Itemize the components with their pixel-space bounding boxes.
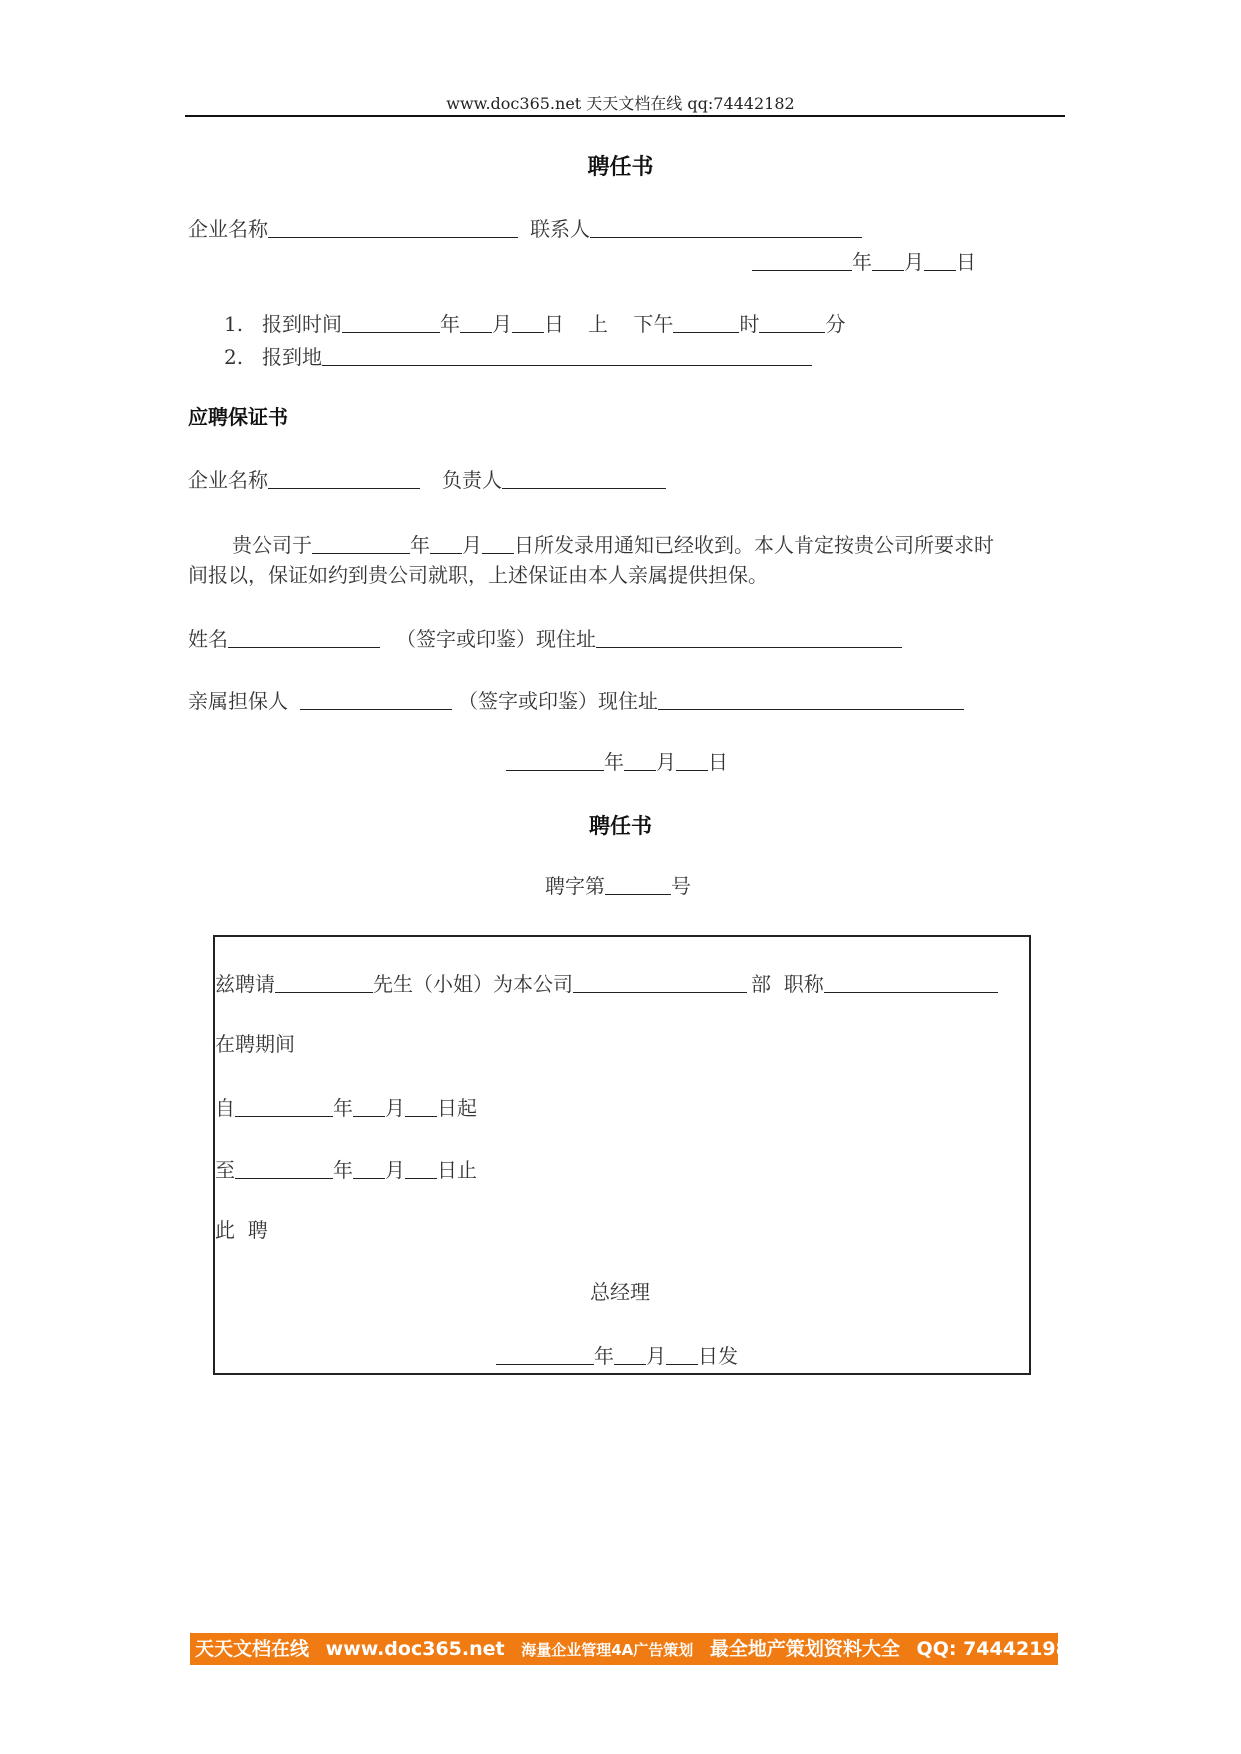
year-label: 年	[440, 312, 460, 336]
name-address-row	[188, 625, 902, 651]
guarantor-address-blank	[658, 687, 964, 710]
month-label: 月	[462, 533, 482, 557]
day-blank	[676, 748, 708, 771]
issue-year-blank	[496, 1342, 594, 1365]
hour-label: 时	[739, 312, 760, 336]
name-label: 姓名	[188, 627, 228, 651]
to-label: 至	[215, 1158, 235, 1182]
responsible-label: 负责人	[442, 468, 502, 492]
department-title-label: 部 职称	[751, 972, 824, 996]
report-place-blank	[322, 343, 812, 366]
month-label: 月	[656, 750, 676, 774]
report-time-label: 报到时间	[262, 312, 342, 336]
to-year-blank	[235, 1156, 333, 1179]
year-label: 年	[410, 533, 430, 557]
footer-banner[interactable]	[190, 1633, 1083, 1665]
from-month-blank	[353, 1094, 385, 1117]
appointment-title: 聘任书	[589, 814, 652, 838]
header-divider	[185, 115, 1065, 117]
to-month-blank	[353, 1156, 385, 1179]
issue-date-row	[496, 1342, 738, 1368]
guarantee-title: 应聘保证书	[188, 405, 288, 429]
company-name-label: 企业名称	[188, 468, 268, 492]
from-day-blank	[405, 1094, 437, 1117]
year-label: 年	[333, 1158, 353, 1182]
para-suffix: 日所发录用通知已经收到。本人肯定按贵公司所要求时	[514, 533, 994, 557]
hour-blank	[673, 310, 739, 333]
job-title-blank	[824, 970, 998, 993]
contact-blank	[590, 215, 862, 238]
address-blank	[596, 625, 902, 648]
month-blank	[624, 748, 656, 771]
from-date-row	[215, 1094, 477, 1120]
issue-month-blank	[614, 1342, 646, 1365]
report-time-row	[224, 310, 845, 336]
footer-slogan-1: 海量企业管理4A广告策划	[521, 1641, 694, 1659]
sign-address-label: （签字或印鉴）现住址	[396, 627, 596, 651]
footer-qq: QQ: 744421982	[916, 1638, 1083, 1660]
appointment-number-row	[545, 872, 691, 898]
name-blank	[228, 625, 380, 648]
date-row-1	[752, 248, 976, 274]
footer-brand: 天天文档在线	[195, 1638, 310, 1660]
day-label: 日	[708, 750, 728, 774]
month-label: 月	[904, 250, 924, 274]
appointment-box	[213, 935, 1031, 1375]
company-responsible-row	[188, 466, 666, 492]
guarantee-paragraph-line1	[232, 531, 994, 557]
company-contact-row	[188, 215, 862, 241]
appointment-number-blank	[605, 872, 671, 895]
to-day-blank	[405, 1156, 437, 1179]
guarantee-paragraph-line2: 间报以，保证如约到贵公司就职，上述保证由本人亲属提供担保。	[188, 563, 768, 587]
footer-url[interactable]: www.doc365.net	[325, 1638, 505, 1660]
report-place-row	[224, 343, 812, 369]
from-year-blank	[235, 1094, 333, 1117]
appointee-name-blank	[275, 970, 373, 993]
sign-address-label: （签字或印鉴）现住址	[458, 689, 658, 713]
report-place-label: 报到地	[262, 345, 322, 369]
year-label: 年	[333, 1096, 353, 1120]
to-date-row	[215, 1156, 477, 1182]
from-label: 自	[215, 1096, 235, 1120]
hereby-label: 此 聘	[215, 1218, 268, 1242]
item-number-1: 1.	[224, 312, 244, 336]
notice-day-blank	[482, 531, 514, 554]
guarantor-row	[188, 687, 964, 713]
document-title: 聘任书	[587, 155, 654, 180]
month-label: 月	[385, 1158, 405, 1182]
year-blank	[752, 248, 852, 271]
report-day-blank	[512, 310, 544, 333]
para-prefix: 贵公司于	[232, 533, 312, 557]
month-blank	[872, 248, 904, 271]
guarantor-blank	[300, 687, 452, 710]
appoint-middle: 先生（小姐）为本公司	[373, 972, 573, 996]
company-name-label: 企业名称	[188, 217, 268, 241]
notice-month-blank	[430, 531, 462, 554]
issue-suffix: 日发	[698, 1344, 738, 1368]
to-suffix: 日止	[437, 1158, 477, 1182]
am-pm-label: 上 下午	[588, 312, 674, 336]
footer-slogan-2: 最全地产策划资料大全	[709, 1638, 900, 1660]
company-name-blank	[268, 215, 518, 238]
year-label: 年	[594, 1344, 614, 1368]
period-label: 在聘期间	[215, 1032, 295, 1056]
report-year-blank	[342, 310, 440, 333]
item-number-2: 2.	[224, 345, 244, 369]
appoint-line-1	[215, 970, 998, 996]
from-suffix: 日起	[437, 1096, 477, 1120]
issue-day-blank	[666, 1342, 698, 1365]
page-header-text: www.doc365.net 天天文档在线 qq:74442182	[446, 94, 795, 113]
day-blank	[924, 248, 956, 271]
notice-year-blank	[312, 531, 410, 554]
guarantor-label: 亲属担保人	[188, 689, 288, 713]
day-label: 日	[956, 250, 976, 274]
responsible-blank	[502, 466, 666, 489]
year-label: 年	[852, 250, 872, 274]
day-label: 日	[544, 312, 564, 336]
number-suffix: 号	[671, 874, 691, 898]
year-blank	[506, 748, 604, 771]
minute-blank	[759, 310, 825, 333]
report-month-blank	[460, 310, 492, 333]
general-manager-label: 总经理	[590, 1280, 650, 1304]
month-label: 月	[385, 1096, 405, 1120]
number-prefix: 聘字第	[545, 874, 605, 898]
company-name-blank	[268, 466, 420, 489]
contact-label: 联系人	[530, 217, 590, 241]
year-label: 年	[604, 750, 624, 774]
month-label: 月	[646, 1344, 666, 1368]
appoint-prefix: 兹聘请	[215, 972, 275, 996]
department-blank	[573, 970, 747, 993]
minute-label: 分	[825, 312, 846, 336]
month-label: 月	[492, 312, 512, 336]
guarantee-date-row	[506, 748, 728, 774]
